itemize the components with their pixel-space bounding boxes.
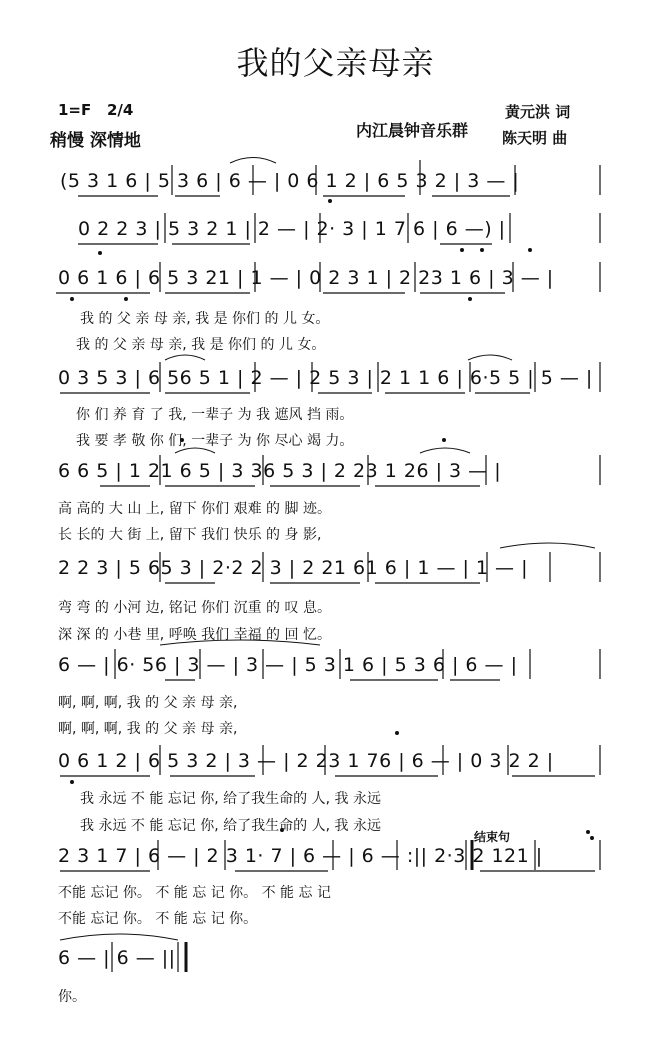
lyric-line-7-verse-2: 啊, 啊, 啊, 我 的 父 亲 母 亲, — [58, 721, 238, 737]
composer-credit: 陈天明 曲 — [502, 129, 568, 147]
ending-label: 结束句 — [474, 830, 511, 844]
lyric-line-8-verse-2: 我 永远 不 能 忘记 你, 给了我生命的 人, 我 永远 — [80, 818, 381, 834]
lyric-line-10-verse-1: 你。 — [58, 989, 86, 1005]
lyricist-credit: 黄元洪 词 — [505, 103, 571, 121]
notation-line-7: 6 — | 6· 56 | 3 — | 3 — | 5 3 1 6 | 5 3 6 | 6 — | — [58, 654, 518, 676]
lyric-line-4-verse-1: 你 们 养 育 了 我, 一辈子 为 我 遮风 挡 雨。 — [76, 407, 354, 423]
song-title: 我的父亲母亲 — [236, 44, 435, 82]
time-signature: 2/4 — [106, 101, 134, 119]
notation-line-9: 2 3 1 7 | 6 — | 2 3 1· 7 | 6 — | 6 — :|| 2·3 2 121 | — [58, 845, 543, 867]
tempo-marking: 稍慢 深情地 — [50, 131, 141, 151]
lyric-line-6-verse-1: 弯 弯 的 小河 边, 铭记 你们 沉重 的 叹 息。 — [58, 600, 331, 616]
group-name: 内江晨钟音乐群 — [356, 121, 469, 140]
notation-line-4: 0 3 5 3 | 6 56 5 1 | 2 — | 2 5 3 | 2 1 1 6 | 6·5 5 | 5 — | — [58, 367, 593, 389]
notation-line-5: 6 6 5 | 1 21 6 5 | 3 36 5 3 | 2 23 1 26 | 3 — | — [58, 460, 502, 482]
notation-line-3: 0 6 1 6 | 6 5 3 21 | 1 — | 0 2 3 1 | 2 23 1 6 | 3 — | — [58, 267, 554, 289]
lyric-line-9-verse-1: 不能 忘记 你。 不 能 忘 记 你。 不 能 忘 记 — [58, 885, 331, 901]
key-signature — [58, 101, 133, 119]
lyric-line-6-verse-2: 深 深 的 小巷 里, 呼唤 我们 幸福 的 回 忆。 — [58, 627, 331, 643]
key-label: 1=F — [58, 101, 92, 119]
lyric-line-3-verse-1: 我 的 父 亲 母 亲, 我 是 你们 的 儿 女。 — [80, 311, 330, 327]
notation-line-1: (5 3 1 6 | 5 3 6 | 6 — | 0 6 1 2 | 6 5 3 2 | 3 — | — [60, 170, 520, 192]
lyric-line-7-verse-1: 啊, 啊, 啊, 我 的 父 亲 母 亲, — [58, 695, 238, 711]
lyric-line-3-verse-2: 我 的 父 亲 母 亲, 我 是 你们 的 儿 女。 — [76, 337, 326, 353]
lyric-line-5-verse-2: 长 长的 大 街 上, 留下 我们 快乐 的 身 影, — [58, 527, 322, 543]
lyric-line-5-verse-1: 高 高的 大 山 上, 留下 你们 艰难 的 脚 迹。 — [58, 501, 331, 517]
notation-line-2: 0 2 2 3 | 5 3 2 1 | 2 — | 2· 3 | 1 7 6 | 6 —) | — [78, 218, 506, 240]
lyric-line-9-verse-2: 不能 忘记 你。 不 能 忘 记 你。 — [58, 911, 258, 927]
notation-line-6: 2 2 3 | 5 65 3 | 2·2 2 3 | 2 21 61 6 | 1 — | 1 — | — [58, 557, 528, 579]
lyric-line-4-verse-2: 我 要 孝 敬 你 们, 一辈子 为 你 尽心 竭 力。 — [76, 433, 354, 449]
notation-line-8: 0 6 1 2 | 6 5 3 2 | 3 — | 2 23 1 76 | 6 — | 0 3 2 2 | — [58, 750, 554, 772]
notation-line-10: 6 — | 6 — || — [58, 947, 176, 969]
lyric-line-8-verse-1: 我 永远 不 能 忘记 你, 给了我生命的 人, 我 永远 — [80, 791, 381, 807]
